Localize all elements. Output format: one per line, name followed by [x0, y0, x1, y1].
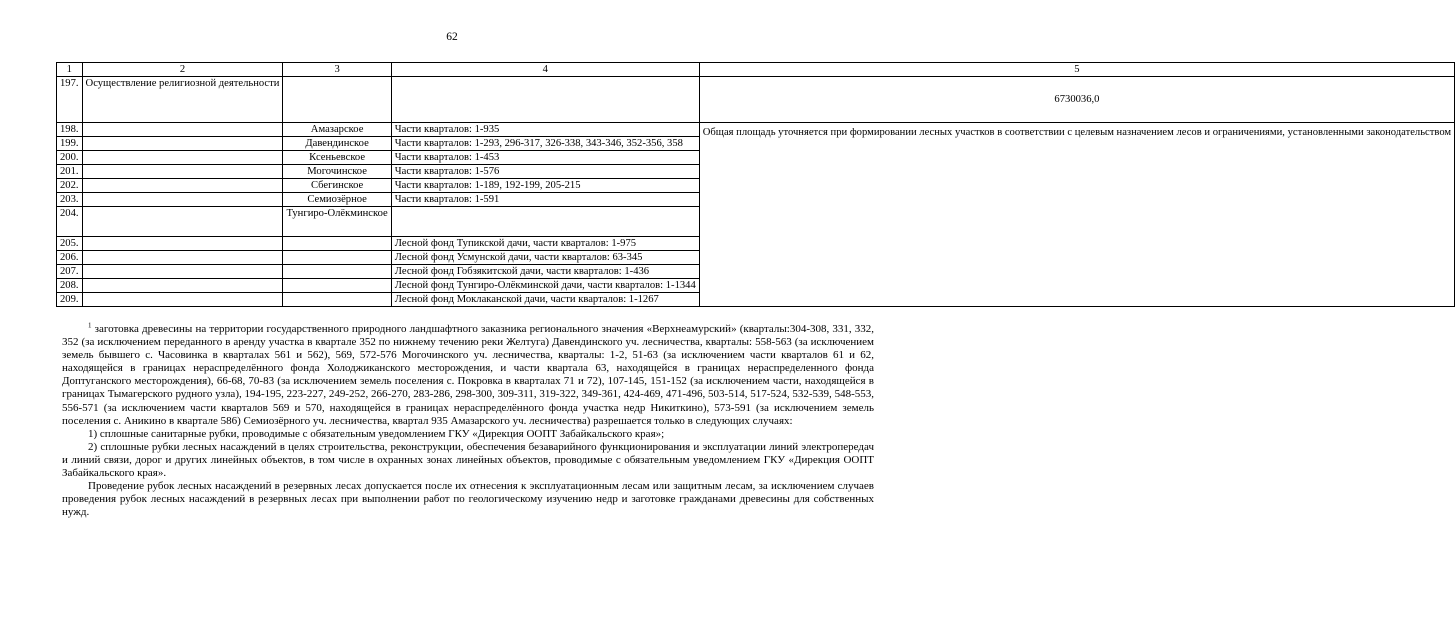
row-number: 208.	[57, 279, 83, 293]
forestry-cell	[283, 77, 391, 123]
forestry-cell: Ксеньевское	[283, 151, 391, 165]
row-number: 209.	[57, 293, 83, 307]
purpose-cell	[82, 179, 283, 193]
forestry-cell: Амазарское	[283, 123, 391, 137]
parts-cell: Лесной фонд Моклаканской дачи, части кварталов: 1-1267	[391, 293, 699, 307]
column-header: 3	[283, 63, 391, 77]
row-number: 204.	[57, 207, 83, 237]
purpose-cell	[82, 123, 283, 137]
parts-cell: Лесной фонд Тупикской дачи, части кварталов: 1-975	[391, 237, 699, 251]
column-header: 5	[699, 63, 1454, 77]
page-number: 62	[446, 31, 458, 43]
table-row	[57, 77, 1455, 123]
row-number: 198.	[57, 123, 83, 137]
purpose-cell	[82, 165, 283, 179]
forestry-cell	[283, 265, 391, 279]
row-number: 199.	[57, 137, 83, 151]
forestry-cell	[283, 251, 391, 265]
forest-table	[56, 62, 1455, 307]
purpose-cell	[82, 279, 283, 293]
purpose-cell	[82, 265, 283, 279]
purpose-cell	[82, 193, 283, 207]
forestry-cell	[283, 293, 391, 307]
footnote-block	[62, 323, 874, 519]
purpose-cell	[82, 151, 283, 165]
forestry-cell	[283, 279, 391, 293]
parts-cell: Лесной фонд Тунгиро-Олёкминской дачи, части кварталов: 1-1344	[391, 279, 699, 293]
purpose-cell	[82, 293, 283, 307]
row-number: 203.	[57, 193, 83, 207]
purpose-cell	[82, 207, 283, 237]
row-number: 206.	[57, 251, 83, 265]
merged-note-cell: Общая площадь уточняется при формировании лесных участков в соответствии с целевым назначением лесов и ограничениями, установленными законодательством	[699, 123, 1454, 307]
purpose-cell: Осуществление религиозной деятельности	[82, 77, 283, 123]
parts-cell: Части кварталов: 1-189, 192-199, 205-215	[391, 179, 699, 193]
parts-cell: Части кварталов: 1-935	[391, 123, 699, 137]
footnote-body: заготовка древесины на территории государственного природного ландшафтного заказника регионального значения «Верхнеамурский» (кварталы:304-308, 331, 332, 352 (за исключением переданного в аренду участка в квартале 352 по нижнему течению реки Желтуга) Давендинского уч. лесничества, кварталы: 558-563 (за исключением земель бывшего с. Часовинка в кварталах 561 и 562), 569, 572-576 Могочинского уч. лесничества, кварталы: 1-2, 51-63 (за исключением части кварталов 61 и 62, находящейся в границах нераспределённого фонда Холоджиканского месторождения, и части квартала 63, находящейся в границах нераспределенного фонда Доптуганского месторождения), 66-68, 70-83 (за исключением земель поселения с. Покровка в кварталах 71 и 72), 107-145, 151-152 (за исключением части, находящейся в границах Тымагерского рудного узла), 194-195, 223-227, 249-252, 266-270, 283-286, 298-300, 309-311, 319-322, 349-361, 424-469, 471-496, 503-514, 517-524, 532-539, 548-553, 556-571 (за исключением части кварталов 569 и 570, находящейся в границах нераспределённого фонда участка недр Никиткино), 573-591 (за исключением земель поселения с. Аникино в квартале 586) Семиозёрного уч. лесничества, квартал 935 Амазарского уч. лесничества) разрешается только в следующих случаях:	[62, 323, 875, 427]
reserve-forest-paragraph: Проведение рубок лесных насаждений в резервных лесах допускается после их отнесения к эксплуатационным лесам или защитным лесам, за исключением случаев проведения рубок лесных насаждений в резервных лесах при выполнении работ по геологическому изучению недр и заготовке гражданами древесины для собственных нужд.	[62, 480, 874, 519]
forestry-cell: Давендинское	[283, 137, 391, 151]
row-number: 197.	[57, 77, 83, 123]
table-header-row	[57, 63, 1455, 77]
row-number: 207.	[57, 265, 83, 279]
forestry-cell	[283, 237, 391, 251]
footnote-item-1: 1) сплошные санитарные рубки, проводимые с обязательным уведомлением ГКУ «Дирекция ООПТ Забайкальского края»;	[88, 427, 665, 440]
forestry-cell: Сбегинское	[283, 179, 391, 193]
purpose-cell	[82, 137, 283, 151]
row-number: 201.	[57, 165, 83, 179]
parts-cell: Части кварталов: 1-453	[391, 151, 699, 165]
forestry-cell: Тунгиро-Олёкминское	[283, 207, 391, 237]
parts-cell: Части кварталов: 1-576	[391, 165, 699, 179]
area-cell: 6730036,0	[699, 77, 1454, 123]
table-row	[57, 123, 1455, 137]
parts-cell	[391, 207, 699, 237]
parts-cell: Части кварталов: 1-293, 296-317, 326-338, 343-346, 352-356, 358	[391, 137, 699, 151]
purpose-cell	[82, 251, 283, 265]
row-number: 205.	[57, 237, 83, 251]
parts-cell	[391, 77, 699, 123]
parts-cell: Лесной фонд Усмунской дачи, части кварталов: 63-345	[391, 251, 699, 265]
column-header: 2	[82, 63, 283, 77]
footnote-text	[62, 323, 874, 428]
parts-cell: Части кварталов: 1-591	[391, 193, 699, 207]
purpose-cell	[82, 237, 283, 251]
footnote-item-2: 2) сплошные рубки лесных насаждений в целях строительства, реконструкции, обеспечения безаварийного функционирования и эксплуатации линий электропередач и линий связи, дорог и других линейных объектов, в том числе в охранных зонах линейных объектов, проводимые с обязательным уведомлением ГКУ «Дирекция ООПТ Забайкальского края».	[62, 440, 874, 480]
forestry-cell: Могочинское	[283, 165, 391, 179]
column-header: 4	[391, 63, 699, 77]
forestry-cell: Семиозёрное	[283, 193, 391, 207]
row-number: 202.	[57, 179, 83, 193]
column-header: 1	[57, 63, 83, 77]
row-number: 200.	[57, 151, 83, 165]
parts-cell: Лесной фонд Гобзякитской дачи, части кварталов: 1-436	[391, 265, 699, 279]
footnote-marker: 1	[88, 321, 92, 330]
